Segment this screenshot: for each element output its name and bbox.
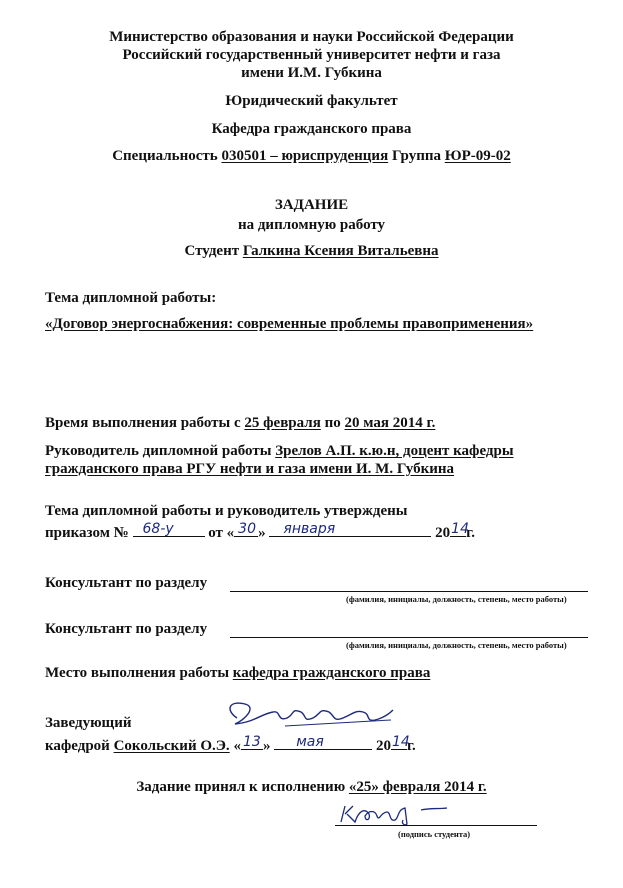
consultant-2-caption: (фамилия, инициалы, должность, степень, место работы) (346, 640, 567, 650)
head-day-blank (241, 735, 263, 750)
workplace-label: Место выполнения работы (45, 665, 230, 681)
accepted-text: Задание принял к исполнению (136, 779, 346, 795)
order-day-blank (234, 522, 258, 537)
head-line-1: Заведующий (45, 715, 132, 731)
student-signature-rule (335, 825, 537, 826)
topic-value: «Договор энергоснабжения: современные проблемы правоприменения» (45, 316, 534, 332)
supervisor-name: Зрелов А.П. к.ю.н, доцент кафедры (275, 443, 514, 459)
head-year-blank (391, 734, 410, 750)
head-open-quote: « (233, 738, 241, 754)
assignment-subtitle: на дипломную работу (237, 217, 386, 233)
student-signature (335, 800, 455, 828)
university-line: Российский государственный университет нефти и газа (122, 47, 501, 63)
workplace-value: кафедра гражданского права (232, 665, 431, 681)
consultant-1-caption: (фамилия, инициалы, должность, степень, место работы) (346, 594, 567, 604)
head-year-suffix: 14 (391, 734, 410, 750)
workplace-line (45, 664, 430, 682)
specialty-label: Специальность (112, 148, 218, 164)
group-label: Группа (391, 148, 441, 164)
student-name: Галкина Ксения Витальевна (242, 243, 439, 259)
head-year-prefix: 20 (375, 738, 391, 754)
schedule-line (45, 414, 435, 432)
order-year-prefix: 20 (435, 525, 451, 541)
order-year-end: г. (466, 525, 476, 541)
head-line-2 (45, 735, 416, 755)
topic-label: Тема дипломной работы: (45, 290, 217, 306)
consultant-2-rule (230, 637, 588, 638)
order-number: 68-у (142, 521, 174, 537)
order-day-close: » (258, 525, 266, 541)
accepted-date: «25» февраля 2014 г. (348, 779, 487, 795)
order-month-blank (269, 522, 431, 537)
university-name-line: имени И.М. Губкина (241, 65, 382, 81)
supervisor-line (45, 442, 514, 460)
student-line (0, 242, 623, 260)
student-label: Студент (184, 243, 240, 259)
supervisor-affiliation: гражданского права РГУ нефти и газа имени И. М. Губкина (45, 461, 455, 477)
order-from: от « (208, 525, 235, 541)
assignment-title: ЗАДАНИЕ (274, 197, 349, 213)
order-month: января (283, 521, 336, 537)
order-number-blank (133, 522, 205, 537)
head-month: мая (296, 734, 324, 750)
ministry-line: Министерство образования и науки Российской Федерации (109, 29, 514, 45)
group-value: ЮР-09-02 (444, 148, 511, 164)
head-year-end: г. (406, 738, 416, 754)
consultant-1-rule (230, 591, 588, 592)
supervisor-label: Руководитель дипломной работы (45, 443, 272, 459)
schedule-label: Время выполнения работы (45, 415, 231, 431)
schedule-from-date: 25 февраля (244, 415, 321, 431)
order-prefix: приказом № (45, 525, 129, 541)
student-signature-caption: (подпись студента) (398, 829, 471, 839)
schedule-to-word: по (324, 415, 341, 431)
head-month-blank (274, 735, 372, 750)
head-signature (215, 696, 395, 736)
head-name: Сокольский О.Э. (113, 738, 230, 754)
order-year-blank (450, 521, 469, 537)
accepted-line (0, 778, 623, 796)
order-line-1: Тема дипломной работы и руководитель утверждены (45, 503, 408, 519)
specialty-line (0, 147, 623, 165)
schedule-to-date: 20 мая 2014 г. (344, 415, 436, 431)
order-line-2 (45, 522, 475, 542)
specialty-value: 030501 – юриспруденция (221, 148, 389, 164)
schedule-from-word: с (234, 415, 241, 431)
head-day: 13 (242, 734, 261, 750)
consultant-1-label: Консультант по разделу (45, 575, 208, 591)
head-prefix: кафедрой (45, 738, 110, 754)
consultant-2-label: Консультант по разделу (45, 621, 208, 637)
head-close-quote: » (262, 738, 271, 754)
order-day: 30 (238, 521, 256, 537)
faculty: Юридический факультет (225, 93, 398, 109)
order-year-suffix: 14 (451, 521, 469, 537)
department: Кафедра гражданского права (211, 121, 412, 137)
